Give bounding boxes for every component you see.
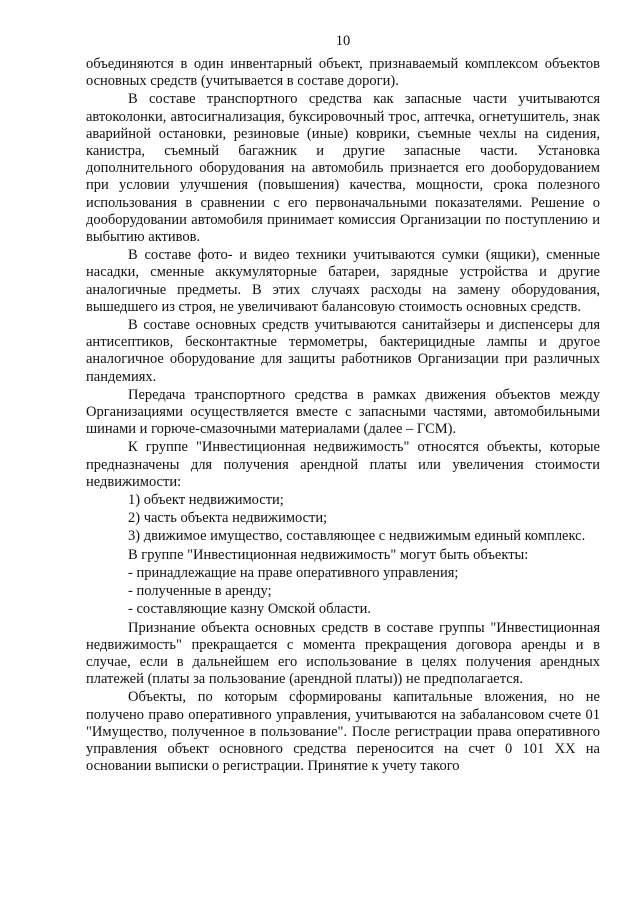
document-body: [86, 56, 600, 775]
paragraph: 3) движимое имущество, составляющее с недвижимым единый комплекс.: [128, 528, 586, 545]
paragraph: К группе "Инвестиционная недвижимость" относятся объекты, которые предназначены для получения арендной платы или увеличения стоимости недвижимости:: [86, 439, 600, 490]
paragraph: Объекты, по которым сформированы капитальные вложения, но не получено право оперативного управления, учитываются на забалансовом счете 01 "Имущество, полученное в пользование". После регистрации права оперативного управления объект основного средства переносится на счет 0 101 XX на основании выписки о регистрации. Принятие к учету такого: [86, 689, 600, 775]
paragraph: Передача транспортного средства в рамках движения объектов между Организациями осуществляется вместе с запасными частями, автомобильными шинами и горюче-смазочными материалами (далее – ГСМ).: [86, 386, 600, 438]
paragraph: 1) объект недвижимости;: [128, 492, 284, 509]
paragraph: - принадлежащие на праве оперативного управления;: [128, 564, 459, 581]
paragraph: 2) часть объекта недвижимости;: [128, 510, 328, 527]
paragraph: В составе основных средств учитываются санитайзеры и диспенсеры для антисептиков, бесконтактные термометры, бактерицидные лампы и другое аналогичное оборудование для защиты работников Организации при различных пандемиях.: [86, 317, 600, 385]
paragraph: В группе "Инвестиционная недвижимость" могут быть объекты:: [128, 546, 529, 563]
paragraph: - полученные в аренду;: [128, 583, 272, 600]
paragraph: В составе фото- и видео техники учитываются сумки (ящики), сменные насадки, сменные аккумуляторные батареи, зарядные устройства и другие аналогичные предметы. В этих случаях расходы на замену оборудования, вышедшего из строя, не увеличивают балансовую стоимость основных средств.: [86, 247, 600, 315]
paragraph: В составе транспортного средства как запасные части учитываются автоколонки, автосигнализация, буксировочный трос, аптечка, огнетушитель, знак аварийной остановки, резиновые (иные) коврики, съемные чехлы на сидения, канистра, съемный багажник и другие запасные части. Установка дополнительного оборудования на автомобиль признается его дооборудованием при условии улучшения (повышения) качества, мощности, срока полезного использования в сравнении с его первоначальными показателями. Решение о дооборудовании автомобиля принимает комиссия Организации по поступлению и выбытию активов.: [86, 91, 600, 246]
paragraph: объединяются в один инвентарный объект, признаваемый комплексом объектов основных средств (учитывается в составе дороги).: [86, 56, 600, 90]
paragraph: Признание объекта основных средств в составе группы "Инвестиционная недвижимость" прекращается с момента прекращения договора аренды и в случае, если в дальнейшем его использование в целях получения арендных платежей (платы за пользование (арендной платы)) не предполагается.: [86, 619, 600, 688]
paragraph: - составляющие казну Омской области.: [128, 601, 372, 618]
page-number: 10: [335, 33, 351, 49]
